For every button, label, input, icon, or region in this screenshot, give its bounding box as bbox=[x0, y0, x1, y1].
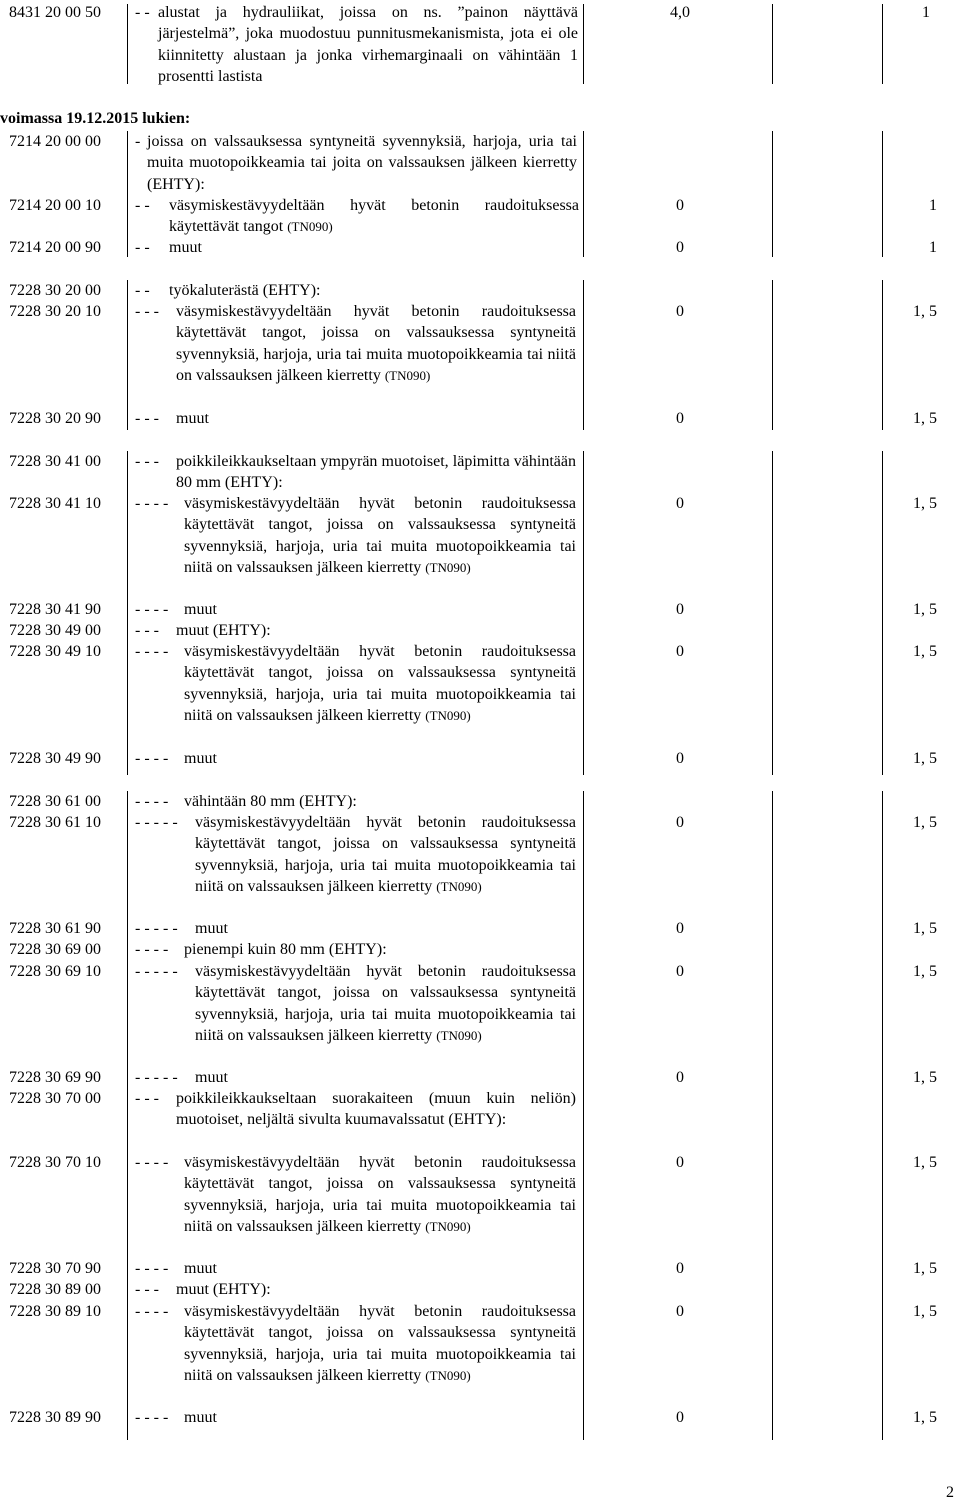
description-text: väsymiskestävyydeltään hyvät betonin raudoituksessa käytettävät tangot, joissa on valssauksessa syntyneitä syvennyksiä, harjoja, uria tai muita muotopoikkeamia tai niitä on valssauksen jälkeen kierretty bbox=[184, 495, 576, 576]
tariff-row bbox=[0, 748, 960, 769]
duty-column-2: 1, 5 bbox=[913, 750, 937, 767]
level-dashes: - - - - bbox=[135, 941, 169, 958]
duty-rate: 0 bbox=[676, 1069, 684, 1086]
duty-column-2: 1, 5 bbox=[913, 1409, 937, 1426]
description-text: vähintään 80 mm (EHTY): bbox=[184, 793, 357, 810]
column-divider bbox=[772, 131, 773, 257]
tariff-row bbox=[0, 1258, 960, 1279]
tn-note-ref: (TN090) bbox=[436, 878, 482, 894]
description-text: väsymiskestävyydeltään hyvät betonin raudoituksessa käytettävät tangot, joissa on valssauksessa syntyneitä syvennyksiä, harjoja, uria tai muita muotopoikkeamia tai niitä on valssauksen jälkeen kierretty bbox=[195, 814, 576, 895]
tariff-code: 7228 30 49 90 bbox=[9, 750, 101, 767]
description-text: muut bbox=[195, 920, 228, 937]
level-dashes: - - - - bbox=[135, 1409, 169, 1426]
tn-note-ref: (TN090) bbox=[425, 559, 471, 575]
description-text: väsymiskestävyydeltään hyvät betonin raudoituksessa käytettävät tangot bbox=[169, 197, 579, 236]
tariff-description bbox=[169, 237, 579, 258]
duty-column-2: 1, 5 bbox=[913, 643, 937, 660]
description-text: muut (EHTY): bbox=[176, 622, 271, 639]
description-text: pienempi kuin 80 mm (EHTY): bbox=[184, 941, 387, 958]
duty-rate: 0 bbox=[676, 920, 684, 937]
tariff-code: 7228 30 49 10 bbox=[9, 643, 101, 660]
column-divider bbox=[127, 791, 128, 1440]
column-divider bbox=[882, 131, 883, 257]
tariff-code: 7228 30 61 90 bbox=[9, 920, 101, 937]
tariff-description bbox=[184, 1407, 576, 1428]
column-divider bbox=[127, 280, 128, 430]
column-divider bbox=[127, 131, 128, 257]
tariff-row bbox=[0, 237, 960, 258]
duty-column-2: 1, 5 bbox=[913, 1154, 937, 1171]
level-dashes: - - - - - bbox=[135, 963, 178, 980]
tariff-description bbox=[184, 791, 576, 812]
description-text: väsymiskestävyydeltään hyvät betonin raudoituksessa käytettävät tangot, joissa on valssauksessa syntyneitä syvennyksiä, harjoja, uria tai muita muotopoikkeamia tai niitä on valssauksen jälkeen kierretty bbox=[195, 963, 576, 1044]
tariff-row bbox=[0, 1279, 960, 1300]
tn-note-ref: (TN090) bbox=[425, 1367, 471, 1383]
tariff-row bbox=[0, 280, 960, 301]
level-dashes: - - - - bbox=[135, 750, 169, 767]
description-text: työkaluterästä (EHTY): bbox=[169, 282, 321, 299]
tariff-row bbox=[0, 939, 960, 960]
duty-rate: 0 bbox=[676, 239, 684, 256]
tariff-code: 7228 30 20 00 bbox=[9, 282, 101, 299]
tariff-code: 7228 30 41 90 bbox=[9, 601, 101, 618]
validity-heading: voimassa 19.12.2015 lukien: bbox=[0, 110, 191, 127]
tariff-code: 7228 30 89 00 bbox=[9, 1281, 101, 1298]
tariff-description bbox=[169, 280, 579, 301]
tariff-description bbox=[184, 599, 576, 620]
tariff-code: 7228 30 69 90 bbox=[9, 1069, 101, 1086]
tariff-row bbox=[0, 131, 960, 195]
duty-column-2: 1, 5 bbox=[913, 814, 937, 831]
duty-rate: 0 bbox=[676, 1154, 684, 1171]
tariff-row bbox=[0, 918, 960, 939]
tariff-row bbox=[0, 1152, 960, 1259]
duty-rate: 0 bbox=[676, 1303, 684, 1320]
tn-note-ref: (TN090) bbox=[425, 707, 471, 723]
tn-note-ref: (TN090) bbox=[384, 367, 431, 383]
tariff-row bbox=[0, 812, 960, 919]
level-dashes: - - bbox=[135, 197, 150, 214]
tariff-code: 7228 30 41 00 bbox=[9, 453, 101, 470]
description-text: muut bbox=[184, 750, 217, 767]
tariff-row bbox=[0, 961, 960, 1068]
column-divider bbox=[772, 280, 773, 430]
level-dashes: - - - - bbox=[135, 793, 169, 810]
duty-column-2: 1 bbox=[929, 239, 937, 256]
tariff-row bbox=[0, 791, 960, 812]
duty-rate: 0 bbox=[676, 601, 684, 618]
column-divider bbox=[583, 451, 584, 775]
duty-rate: 0 bbox=[676, 1260, 684, 1277]
level-dashes: - - - - bbox=[135, 495, 169, 512]
duty-rate: 0 bbox=[676, 197, 684, 214]
level-dashes: - - - bbox=[135, 1281, 159, 1298]
level-dashes: - - - - bbox=[135, 643, 169, 660]
duty-rate: 0 bbox=[676, 814, 684, 831]
duty-column-2: 1, 5 bbox=[913, 410, 937, 427]
description-text: muut bbox=[176, 410, 209, 427]
duty-rate: 0 bbox=[676, 1409, 684, 1426]
tariff-description bbox=[195, 1067, 576, 1088]
tariff-row bbox=[0, 408, 960, 429]
level-dashes: - - - - bbox=[135, 601, 169, 618]
tariff-description bbox=[176, 1088, 576, 1131]
tariff-description bbox=[176, 620, 576, 641]
column-divider bbox=[127, 451, 128, 775]
column-divider bbox=[772, 791, 773, 1440]
tariff-code: 7228 30 70 10 bbox=[9, 1154, 101, 1171]
column-divider bbox=[583, 131, 584, 257]
column-divider bbox=[583, 791, 584, 1440]
duty-rate: 0 bbox=[676, 410, 684, 427]
column-divider bbox=[583, 280, 584, 430]
description-text: väsymiskestävyydeltään hyvät betonin raudoituksessa käytettävät tangot, joissa on valssauksessa syntyneitä syvennyksiä, harjoja, uria tai muita muotopoikkeamia tai niitä on valssauksen jälkeen kierretty bbox=[184, 1303, 576, 1384]
tariff-code: 7228 30 89 90 bbox=[9, 1409, 101, 1426]
tariff-description bbox=[195, 961, 576, 1046]
column-divider bbox=[882, 451, 883, 775]
description-text: väsymiskestävyydeltään hyvät betonin raudoituksessa käytettävät tangot, joissa on valssauksessa syntyneitä syvennyksiä, harjoja, uria tai muita muotopoikkeamia tai niitä on valssauksen jälkeen kierretty bbox=[184, 643, 576, 724]
tariff-code: 7228 30 41 10 bbox=[9, 495, 101, 512]
tariff-code: 7228 30 89 10 bbox=[9, 1303, 101, 1320]
description-text: väsymiskestävyydeltään hyvät betonin raudoituksessa käytettävät tangot, joissa on valssauksessa syntyneitä syvennyksiä, harjoja, uria tai muita muotopoikkeamia tai niitä on valssauksen jälkeen kierretty bbox=[176, 303, 576, 384]
level-dashes: - - bbox=[135, 239, 150, 256]
tariff-description bbox=[184, 493, 576, 578]
tariff-code: 7228 30 69 10 bbox=[9, 963, 101, 980]
description-text: poikkileikkaukseltaan ympyrän muotoiset, läpimitta vähintään 80 mm (EHTY): bbox=[176, 453, 576, 492]
tariff-code: 7214 20 00 90 bbox=[9, 239, 101, 256]
column-divider bbox=[882, 4, 883, 84]
tn-note-ref: (TN090) bbox=[436, 1027, 482, 1043]
tariff-code: 7228 30 20 10 bbox=[9, 303, 101, 320]
tariff-description bbox=[184, 748, 576, 769]
duty-column-2: 1 bbox=[922, 4, 930, 21]
level-dashes: - - bbox=[135, 4, 150, 21]
description-text: muut (EHTY): bbox=[176, 1281, 271, 1298]
level-dashes: - - - - bbox=[135, 1154, 169, 1171]
tariff-code: 7228 30 20 90 bbox=[9, 410, 101, 427]
level-dashes: - - - bbox=[135, 1090, 159, 1107]
level-dashes: - - - - - bbox=[135, 920, 178, 937]
tariff-row-top bbox=[0, 2, 960, 88]
description-text: muut bbox=[184, 1260, 217, 1277]
tn-note-ref: (TN090) bbox=[287, 219, 333, 235]
description-text: muut bbox=[184, 1409, 217, 1426]
description-text: muut bbox=[169, 239, 202, 256]
description-text: muut bbox=[184, 601, 217, 618]
tariff-code: 7214 20 00 00 bbox=[9, 133, 101, 150]
tariff-code: 7214 20 00 10 bbox=[9, 197, 101, 214]
level-dashes: - - - - bbox=[135, 1303, 169, 1320]
duty-rate: 0 bbox=[676, 495, 684, 512]
column-divider bbox=[772, 4, 773, 84]
level-dashes: - - - - - bbox=[135, 814, 178, 831]
tariff-description bbox=[169, 195, 579, 238]
tariff-row bbox=[0, 493, 960, 600]
level-dashes: - - - bbox=[135, 622, 159, 639]
column-divider bbox=[772, 451, 773, 775]
duty-column-2: 1, 5 bbox=[913, 920, 937, 937]
tariff-row bbox=[0, 641, 960, 748]
tariff-row bbox=[0, 599, 960, 620]
duty-column-2: 1 bbox=[929, 197, 937, 214]
level-dashes: - bbox=[135, 133, 141, 150]
description-text: joissa on valssauksessa syntyneitä syvennyksiä, harjoja, uria tai muita muotopoikkeamia tai joita on valssauksen jälkeen kierretty (EHTY): bbox=[147, 133, 577, 193]
tariff-row bbox=[0, 620, 960, 641]
duty-rate: 0 bbox=[676, 963, 684, 980]
level-dashes: - - bbox=[135, 282, 150, 299]
column-divider bbox=[583, 4, 584, 84]
tariff-code: 8431 20 00 50 bbox=[9, 4, 101, 21]
level-dashes: - - - - - bbox=[135, 1069, 178, 1086]
tariff-description bbox=[147, 131, 577, 195]
duty-rate: 0 bbox=[676, 750, 684, 767]
duty-rate: 0 bbox=[676, 303, 684, 320]
tn-note-ref: (TN090) bbox=[425, 1218, 471, 1234]
tariff-description bbox=[176, 301, 576, 386]
column-divider bbox=[882, 791, 883, 1440]
tariff-description bbox=[184, 939, 576, 960]
duty-column-2: 1, 5 bbox=[913, 303, 937, 320]
tariff-row bbox=[0, 195, 960, 238]
duty-column-2: 1, 5 bbox=[913, 495, 937, 512]
tariff-row bbox=[0, 451, 960, 494]
tariff-code: 7228 30 49 00 bbox=[9, 622, 101, 639]
column-divider bbox=[882, 280, 883, 430]
tariff-description: alustat ja hydrauliikat, joissa on ns. ”painon näyttävä järjestelmä”, joka muodostuu punnitusmekanismista, jota ei ole kiinnitetty alustaan ja jonka virhemarginaali on vähintään 1 prosentti lastista bbox=[158, 4, 578, 85]
level-dashes: - - - bbox=[135, 303, 159, 320]
duty-column-2: 1, 5 bbox=[913, 1303, 937, 1320]
tariff-code: 7228 30 69 00 bbox=[9, 941, 101, 958]
duty-column-2: 1, 5 bbox=[913, 601, 937, 618]
level-dashes: - - - bbox=[135, 453, 159, 470]
tariff-row bbox=[0, 1301, 960, 1408]
level-dashes: - - - bbox=[135, 410, 159, 427]
tariff-code: 7228 30 70 90 bbox=[9, 1260, 101, 1277]
tariff-row bbox=[0, 1067, 960, 1088]
tariff-description bbox=[184, 1152, 576, 1237]
duty-column-2: 1, 5 bbox=[913, 1260, 937, 1277]
tariff-row bbox=[0, 301, 960, 408]
duty-column-2: 1, 5 bbox=[913, 1069, 937, 1086]
tariff-row bbox=[0, 1088, 960, 1152]
duty-rate: 0 bbox=[676, 643, 684, 660]
column-divider bbox=[127, 4, 128, 84]
duty-column-2: 1, 5 bbox=[913, 963, 937, 980]
level-dashes: - - - - bbox=[135, 1260, 169, 1277]
description-text: muut bbox=[195, 1069, 228, 1086]
tariff-description bbox=[176, 451, 576, 494]
description-text: poikkileikkaukseltaan suorakaiteen (muun kuin neliön) muotoiset, neljältä sivulta kuumavalssatut (EHTY): bbox=[176, 1090, 576, 1129]
tariff-description bbox=[184, 1301, 576, 1386]
tariff-code: 7228 30 61 00 bbox=[9, 793, 101, 810]
tariff-description bbox=[184, 1258, 576, 1279]
page-number: 2 bbox=[946, 1484, 954, 1501]
duty-rate: 4,0 bbox=[670, 4, 690, 21]
tariff-row bbox=[0, 1407, 960, 1428]
description-text: väsymiskestävyydeltään hyvät betonin raudoituksessa käytettävät tangot, joissa on valssauksessa syntyneitä syvennyksiä, harjoja, uria tai muita muotopoikkeamia tai niitä on valssauksen jälkeen kierretty bbox=[184, 1154, 576, 1235]
tariff-description bbox=[184, 641, 576, 726]
tariff-description bbox=[195, 918, 576, 939]
tariff-description bbox=[176, 408, 576, 429]
tariff-description bbox=[176, 1279, 576, 1300]
tariff-code: 7228 30 61 10 bbox=[9, 814, 101, 831]
tariff-description bbox=[195, 812, 576, 897]
tariff-code: 7228 30 70 00 bbox=[9, 1090, 101, 1107]
